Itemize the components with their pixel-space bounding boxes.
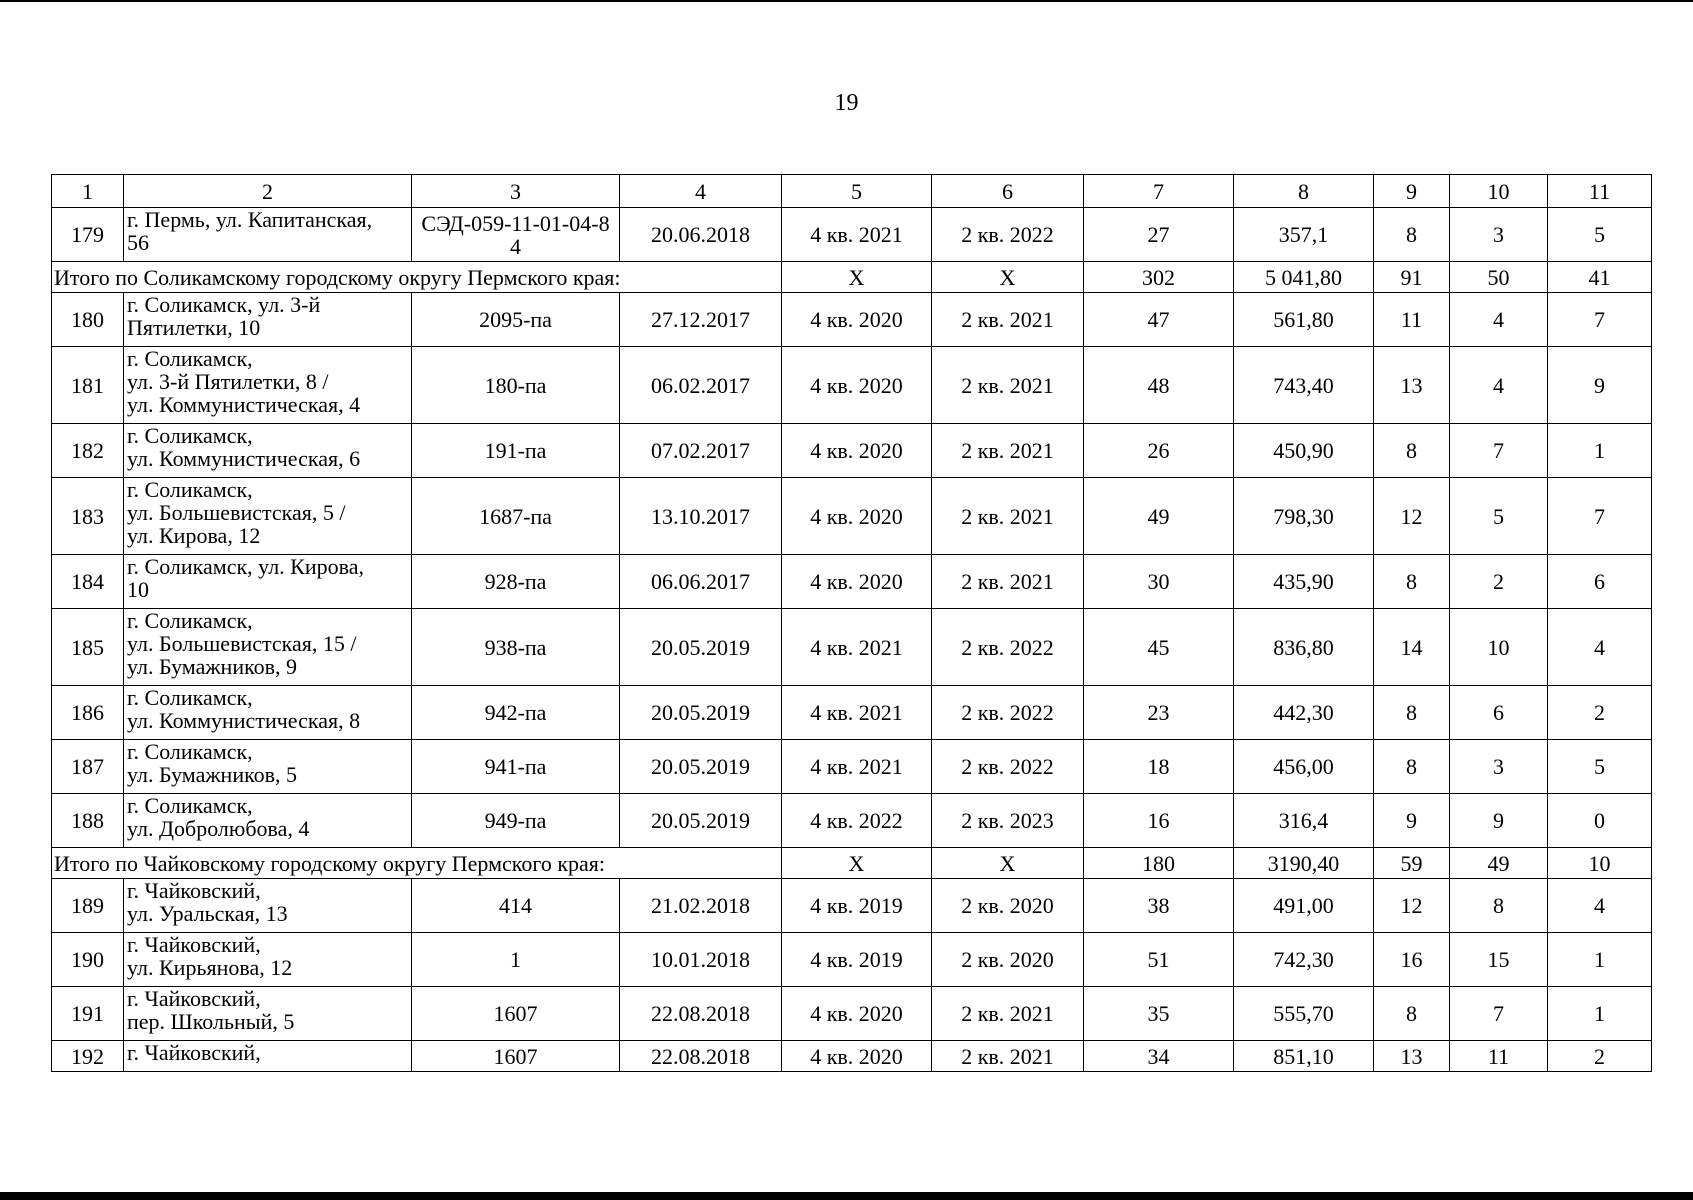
col10-value: 4 [1450, 293, 1548, 347]
subtotal-col10: 49 [1450, 848, 1548, 879]
planned-end: 2 кв. 2020 [932, 879, 1084, 933]
document-date: 13.10.2017 [620, 478, 782, 555]
col11-value: 9 [1548, 347, 1652, 424]
address-cell [124, 208, 412, 262]
document-number: 949-па [412, 794, 620, 848]
col11-value: 6 [1548, 555, 1652, 609]
residents-count: 18 [1084, 740, 1234, 794]
table-row [52, 609, 1652, 686]
document-number: 941-па [412, 740, 620, 794]
row-number: 184 [52, 555, 124, 609]
address-cell [124, 794, 412, 848]
table-row [52, 879, 1652, 933]
planned-end: 2 кв. 2021 [932, 424, 1084, 478]
address-cell [124, 609, 412, 686]
planned-start: 4 кв. 2021 [782, 740, 932, 794]
column-number: 7 [1084, 175, 1234, 208]
residents-count: 51 [1084, 933, 1234, 987]
planned-end: 2 кв. 2022 [932, 208, 1084, 262]
area-value: 555,70 [1234, 987, 1374, 1041]
subtotal-row [52, 262, 1652, 293]
row-number: 192 [52, 1041, 124, 1072]
col11-value: 4 [1548, 879, 1652, 933]
planned-start: 4 кв. 2021 [782, 686, 932, 740]
apartments-count: 11 [1374, 293, 1450, 347]
address-line: г. Соликамск, [127, 477, 253, 502]
table-row [52, 555, 1652, 609]
planned-start: 4 кв. 2021 [782, 609, 932, 686]
table-row [52, 686, 1652, 740]
col11-value: 1 [1548, 424, 1652, 478]
document-number: 180-па [412, 347, 620, 424]
address-line: г. Чайковский, [127, 878, 261, 903]
address-line: ул. Коммунистическая, 8 [127, 708, 361, 733]
subtotal-col6: Х [932, 848, 1084, 879]
column-number-row [52, 175, 1652, 208]
planned-start: 4 кв. 2020 [782, 478, 932, 555]
address-line: г. Соликамск, ул. 3-й [127, 292, 321, 317]
col10-value: 15 [1450, 933, 1548, 987]
subtotal-col5: Х [782, 848, 932, 879]
residents-count: 26 [1084, 424, 1234, 478]
area-value: 450,90 [1234, 424, 1374, 478]
planned-start: 4 кв. 2020 [782, 1041, 932, 1072]
planned-start: 4 кв. 2020 [782, 987, 932, 1041]
col11-value: 1 [1548, 987, 1652, 1041]
col11-value: 7 [1548, 478, 1652, 555]
residents-count: 47 [1084, 293, 1234, 347]
row-number: 179 [52, 208, 124, 262]
address-line: ул. Бумажников, 5 [127, 762, 298, 787]
area-value: 798,30 [1234, 478, 1374, 555]
residents-count: 30 [1084, 555, 1234, 609]
residents-count: 16 [1084, 794, 1234, 848]
column-number: 11 [1548, 175, 1652, 208]
address-cell [124, 987, 412, 1041]
document-number: 928-па [412, 555, 620, 609]
apartments-count: 8 [1374, 987, 1450, 1041]
column-number: 4 [620, 175, 782, 208]
planned-start: 4 кв. 2020 [782, 293, 932, 347]
address-cell [124, 293, 412, 347]
table-row [52, 740, 1652, 794]
planned-end: 2 кв. 2021 [932, 987, 1084, 1041]
column-number: 1 [52, 175, 124, 208]
apartments-count: 13 [1374, 1041, 1450, 1072]
document-date: 20.05.2019 [620, 686, 782, 740]
address-line: г. Пермь, ул. Капитанская, [127, 207, 373, 232]
table-row [52, 347, 1652, 424]
col10-value: 5 [1450, 478, 1548, 555]
col10-value: 6 [1450, 686, 1548, 740]
residents-count: 27 [1084, 208, 1234, 262]
document-date: 06.02.2017 [620, 347, 782, 424]
address-line: г. Соликамск, [127, 793, 253, 818]
col10-value: 9 [1450, 794, 1548, 848]
document-number: 1607 [412, 987, 620, 1041]
document-number: 2095-па [412, 293, 620, 347]
col10-value: 7 [1450, 987, 1548, 1041]
col10-value: 3 [1450, 208, 1548, 262]
col10-value: 2 [1450, 555, 1548, 609]
document-date: 06.06.2017 [620, 555, 782, 609]
apartments-count: 16 [1374, 933, 1450, 987]
apartments-count: 8 [1374, 555, 1450, 609]
subtotal-col9: 59 [1374, 848, 1450, 879]
planned-end: 2 кв. 2022 [932, 740, 1084, 794]
subtotal-col11: 10 [1548, 848, 1652, 879]
planned-start: 4 кв. 2020 [782, 424, 932, 478]
document-number: 191-па [412, 424, 620, 478]
apartments-count: 12 [1374, 478, 1450, 555]
subtotal-col8: 5 041,80 [1234, 262, 1374, 293]
row-number: 190 [52, 933, 124, 987]
address-cell [124, 740, 412, 794]
col11-value: 5 [1548, 740, 1652, 794]
planned-end: 2 кв. 2021 [932, 478, 1084, 555]
document-date: 22.08.2018 [620, 987, 782, 1041]
address-cell [124, 879, 412, 933]
document-number: 1 [412, 933, 620, 987]
subtotal-label: Итого по Чайковскому городскому округу Пермского края: [52, 848, 782, 879]
col11-value: 1 [1548, 933, 1652, 987]
column-number: 6 [932, 175, 1084, 208]
document-date: 20.05.2019 [620, 794, 782, 848]
table-row [52, 478, 1652, 555]
column-number: 9 [1374, 175, 1450, 208]
table-row [52, 987, 1652, 1041]
subtotal-col5: Х [782, 262, 932, 293]
col10-value: 11 [1450, 1041, 1548, 1072]
address-line: ул. Кирьянова, 12 [127, 955, 293, 980]
area-value: 435,90 [1234, 555, 1374, 609]
planned-start: 4 кв. 2020 [782, 347, 932, 424]
address-line: ул. Кирова, 12 [127, 523, 261, 548]
col11-value: 7 [1548, 293, 1652, 347]
document-number: 942-па [412, 686, 620, 740]
document-date: 22.08.2018 [620, 1041, 782, 1072]
address-line: 56 [127, 230, 149, 255]
address-cell [124, 424, 412, 478]
subtotal-label: Итого по Соликамскому городскому округу Пермского края: [52, 262, 782, 293]
table-row [52, 424, 1652, 478]
address-line: г. Соликамск, [127, 346, 253, 371]
address-line: ул. Добролюбова, 4 [127, 816, 310, 841]
col10-value: 7 [1450, 424, 1548, 478]
address-line: г. Соликамск, [127, 423, 253, 448]
apartments-count: 8 [1374, 740, 1450, 794]
subtotal-col11: 41 [1548, 262, 1652, 293]
residents-count: 34 [1084, 1041, 1234, 1072]
col10-value: 3 [1450, 740, 1548, 794]
row-number: 188 [52, 794, 124, 848]
column-number: 5 [782, 175, 932, 208]
address-line: ул. Большевистская, 5 / [127, 500, 346, 525]
address-cell [124, 555, 412, 609]
row-number: 189 [52, 879, 124, 933]
planned-end: 2 кв. 2023 [932, 794, 1084, 848]
table-row [52, 208, 1652, 262]
table-row [52, 794, 1652, 848]
subtotal-col9: 91 [1374, 262, 1450, 293]
page-number: 19 [834, 90, 859, 116]
apartments-count: 13 [1374, 347, 1450, 424]
column-number: 3 [412, 175, 620, 208]
document-number: 1687-па [412, 478, 620, 555]
column-number: 2 [124, 175, 412, 208]
address-line: ул. Коммунистическая, 6 [127, 446, 361, 471]
residents-count: 23 [1084, 686, 1234, 740]
row-number: 180 [52, 293, 124, 347]
housing-register-table [51, 174, 1652, 1072]
area-value: 742,30 [1234, 933, 1374, 987]
address-cell [124, 1041, 412, 1072]
document-date: 20.05.2019 [620, 609, 782, 686]
row-number: 187 [52, 740, 124, 794]
row-number: 191 [52, 987, 124, 1041]
apartments-count: 9 [1374, 794, 1450, 848]
planned-end: 2 кв. 2021 [932, 293, 1084, 347]
residents-count: 48 [1084, 347, 1234, 424]
apartments-count: 14 [1374, 609, 1450, 686]
document-date: 07.02.2017 [620, 424, 782, 478]
apartments-count: 12 [1374, 879, 1450, 933]
subtotal-col7: 180 [1084, 848, 1234, 879]
area-value: 743,40 [1234, 347, 1374, 424]
document-date: 27.12.2017 [620, 293, 782, 347]
document-date: 20.06.2018 [620, 208, 782, 262]
planned-start: 4 кв. 2022 [782, 794, 932, 848]
address-line: ул. Уральская, 13 [127, 901, 288, 926]
planned-end: 2 кв. 2022 [932, 686, 1084, 740]
row-number: 186 [52, 686, 124, 740]
address-line: г. Соликамск, [127, 685, 253, 710]
planned-start: 4 кв. 2021 [782, 208, 932, 262]
address-line: г. Чайковский, [127, 1040, 261, 1065]
residents-count: 45 [1084, 609, 1234, 686]
residents-count: 49 [1084, 478, 1234, 555]
address-line: г. Соликамск, [127, 608, 253, 633]
bottom-border-band [0, 1192, 1693, 1200]
col11-value: 4 [1548, 609, 1652, 686]
planned-end: 2 кв. 2022 [932, 609, 1084, 686]
address-line: г. Чайковский, [127, 932, 261, 957]
apartments-count: 8 [1374, 424, 1450, 478]
planned-end: 2 кв. 2021 [932, 555, 1084, 609]
residents-count: 35 [1084, 987, 1234, 1041]
subtotal-col6: Х [932, 262, 1084, 293]
col10-value: 4 [1450, 347, 1548, 424]
planned-end: 2 кв. 2021 [932, 1041, 1084, 1072]
area-value: 491,00 [1234, 879, 1374, 933]
subtotal-col10: 50 [1450, 262, 1548, 293]
apartments-count: 8 [1374, 686, 1450, 740]
area-value: 442,30 [1234, 686, 1374, 740]
area-value: 836,80 [1234, 609, 1374, 686]
area-value: 316,4 [1234, 794, 1374, 848]
subtotal-row [52, 848, 1652, 879]
address-line: г. Соликамск, ул. Кирова, [127, 554, 364, 579]
document-number: 938-па [412, 609, 620, 686]
address-cell [124, 686, 412, 740]
column-number: 10 [1450, 175, 1548, 208]
row-number: 185 [52, 609, 124, 686]
address-line: г. Соликамск, [127, 739, 253, 764]
planned-start: 4 кв. 2019 [782, 879, 932, 933]
column-number: 8 [1234, 175, 1374, 208]
row-number: 181 [52, 347, 124, 424]
col10-value: 8 [1450, 879, 1548, 933]
residents-count: 38 [1084, 879, 1234, 933]
row-number: 183 [52, 478, 124, 555]
col11-value: 2 [1548, 1041, 1652, 1072]
col11-value: 5 [1548, 208, 1652, 262]
address-cell [124, 347, 412, 424]
planned-start: 4 кв. 2019 [782, 933, 932, 987]
col11-value: 0 [1548, 794, 1652, 848]
address-line: ул. 3-й Пятилетки, 8 / [127, 369, 329, 394]
address-line: Пятилетки, 10 [127, 315, 261, 340]
planned-start: 4 кв. 2020 [782, 555, 932, 609]
subtotal-col8: 3190,40 [1234, 848, 1374, 879]
address-cell [124, 933, 412, 987]
document-date: 10.01.2018 [620, 933, 782, 987]
planned-end: 2 кв. 2020 [932, 933, 1084, 987]
subtotal-col7: 302 [1084, 262, 1234, 293]
address-line: ул. Бумажников, 9 [127, 654, 298, 679]
document-date: 20.05.2019 [620, 740, 782, 794]
table-row [52, 1041, 1652, 1072]
top-border-line [0, 0, 1693, 2]
apartments-count: 8 [1374, 208, 1450, 262]
area-value: 851,10 [1234, 1041, 1374, 1072]
address-line: 10 [127, 577, 149, 602]
area-value: 561,80 [1234, 293, 1374, 347]
col10-value: 10 [1450, 609, 1548, 686]
address-cell [124, 478, 412, 555]
table-row [52, 933, 1652, 987]
row-number: 182 [52, 424, 124, 478]
address-line: ул. Коммунистическая, 4 [127, 392, 361, 417]
address-line: г. Чайковский, [127, 986, 261, 1011]
area-value: 357,1 [1234, 208, 1374, 262]
planned-end: 2 кв. 2021 [932, 347, 1084, 424]
col11-value: 2 [1548, 686, 1652, 740]
table-row [52, 293, 1652, 347]
address-line: пер. Школьный, 5 [127, 1009, 295, 1034]
document-number: СЭД-059-11-01-04-84 [412, 208, 620, 262]
address-line: ул. Большевистская, 15 / [127, 631, 357, 656]
area-value: 456,00 [1234, 740, 1374, 794]
document-date: 21.02.2018 [620, 879, 782, 933]
document-number: 414 [412, 879, 620, 933]
document-number: 1607 [412, 1041, 620, 1072]
